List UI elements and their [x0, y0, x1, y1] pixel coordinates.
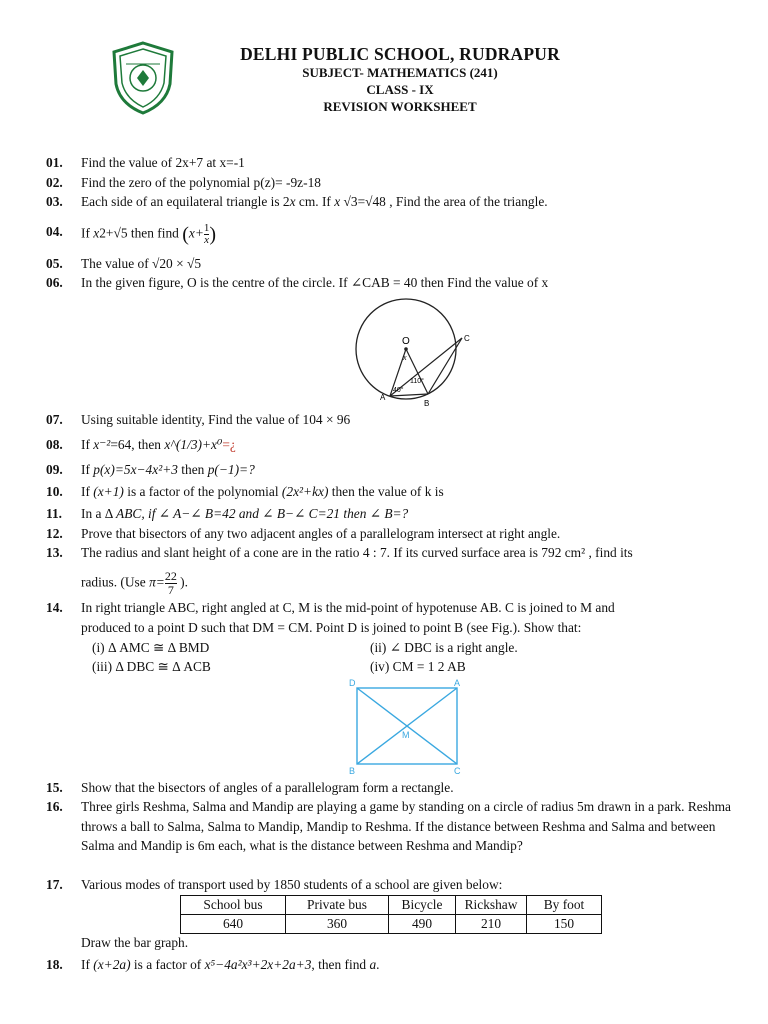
transport-table — [180, 895, 602, 934]
label-m: M — [402, 730, 410, 740]
question-text: Show that the bisectors of angles of a parallelogram form a rectangle. — [81, 780, 454, 795]
table-cell: 360 — [286, 915, 389, 934]
table-row — [181, 915, 602, 934]
rectangle-figure — [344, 676, 474, 776]
question-text: If (x+1) is a factor of the polynomial (2x²+kx) then the value of k is — [81, 484, 444, 499]
worksheet-header — [200, 44, 600, 115]
label-o: O — [402, 336, 410, 347]
question-text: Using suitable identity, Find the value of 104 × 96 — [81, 412, 351, 427]
question-number: 05. — [46, 256, 63, 271]
table-header: Private bus — [286, 896, 389, 915]
question-number: 10. — [46, 484, 63, 499]
question-number: 04. — [46, 224, 63, 239]
table-cell: 640 — [181, 915, 286, 934]
question-number: 03. — [46, 194, 63, 209]
question-number: 01. — [46, 155, 63, 170]
part-iii: (iii) Δ DBC ≅ Δ ACB — [92, 659, 211, 674]
label-a: A — [454, 678, 461, 688]
question-text: produced to a point D such that DM = CM. Point D is joined to point B (see Fig.). Show that: — [81, 620, 582, 635]
table-cell: 150 — [527, 915, 602, 934]
question-text: Find the zero of the polynomial p(z)= -9z-18 — [81, 175, 321, 190]
question-14-parts — [92, 638, 592, 676]
question-text: In right triangle ABC, right angled at C, M is the mid-point of hypotenuse AB. C is joined to M and — [81, 600, 615, 615]
question-number: 11. — [46, 506, 62, 521]
question-number: 17. — [46, 877, 63, 892]
question-text: In a Δ ABC, if ∠ A−∠ B=42 and ∠ B−∠ C=21 then ∠ B=? — [81, 506, 409, 521]
label-c: C — [454, 766, 461, 776]
question-number: 18. — [46, 957, 63, 972]
question-text: If x⁻²=64, then x^(1/3)+x⁰=¿ — [81, 437, 236, 452]
table-header: Bicycle — [389, 896, 456, 915]
label-110: 110° — [410, 378, 424, 385]
question-number: 12. — [46, 526, 63, 541]
label-b: B — [424, 399, 430, 408]
circle-figure — [344, 296, 474, 408]
table-header: Rickshaw — [456, 896, 527, 915]
table-header-row — [181, 896, 602, 915]
question-number: 02. — [46, 175, 63, 190]
question-number: 06. — [46, 275, 63, 290]
label-40: 40° — [393, 387, 404, 394]
question-number: 14. — [46, 600, 63, 615]
question-text: Prove that bisectors of any two adjacent angles of a parallelogram intersect at right angle. — [81, 526, 561, 541]
question-text: Various modes of transport used by 1850 students of a school are given below: — [81, 877, 503, 892]
question-number: 15. — [46, 780, 63, 795]
question-text: If p(x)=5x−4x²+3 then p(−1)=? — [81, 462, 255, 477]
question-text: radius. (Use π= $\frac{22}{7}$ ). — [81, 569, 188, 597]
question-16-text: Three girls Reshma, Salma and Mandip are playing a game by standing on a circle of radius 5m drawn in a park. Reshma throws a ball to Salma, Salma to Mandip, Mandip to Reshma. If the distance between Reshma and Salma and between Salma and Mandip is 6m each, what is the distance between Reshma and Mandip? — [81, 799, 732, 853]
class-line: CLASS - IX — [366, 82, 434, 97]
label-b: B — [349, 766, 356, 776]
subject-line: SUBJECT- MATHEMATICS (241) — [302, 65, 498, 80]
school-logo — [108, 40, 178, 116]
label-d: D — [349, 678, 356, 688]
question-text: If x2+√5 then find (x+ $\frac{1}{x}$ ) — [81, 222, 217, 246]
school-name: DELHI PUBLIC SCHOOL, RUDRAPUR — [240, 44, 560, 64]
part-iv: (iv) CM = 1 2 AB — [370, 659, 466, 674]
question-text: Each side of an equilateral triangle is 2x cm. If x √3=√48 , Find the area of the triangle. — [81, 194, 548, 209]
question-number: 13. — [46, 545, 63, 560]
question-text: If (x+2a) is a factor of x⁵−4a²x³+2x+2a+3, then find a. — [81, 957, 380, 972]
question-text: In the given figure, O is the centre of the circle. If ∠CAB = 40 then Find the value of x — [81, 275, 549, 290]
question-text: Find the value of 2x+7 at x=-1 — [81, 155, 245, 170]
label-a: A — [380, 393, 386, 402]
table-header: By foot — [527, 896, 602, 915]
table-cell: 210 — [456, 915, 527, 934]
question-number: 07. — [46, 412, 63, 427]
question-number: 09. — [46, 462, 63, 477]
label-c: C — [464, 334, 470, 343]
question-text: Draw the bar graph. — [81, 935, 189, 950]
question-number: 08. — [46, 437, 63, 452]
worksheet-title: REVISION WORKSHEET — [323, 99, 477, 114]
table-header: School bus — [181, 896, 286, 915]
question-number: 16. — [46, 799, 63, 814]
part-i: (i) Δ AMC ≅ Δ BMD — [92, 640, 210, 655]
part-ii: (ii) ∠ DBC is a right angle. — [370, 640, 518, 655]
question-text: The radius and slant height of a cone are in the ratio 4 : 7. If its curved surface area is 792 cm² , find its — [81, 545, 633, 560]
question-text: The value of √20 × √5 — [81, 256, 202, 271]
table-cell: 490 — [389, 915, 456, 934]
label-x: x — [403, 353, 407, 362]
